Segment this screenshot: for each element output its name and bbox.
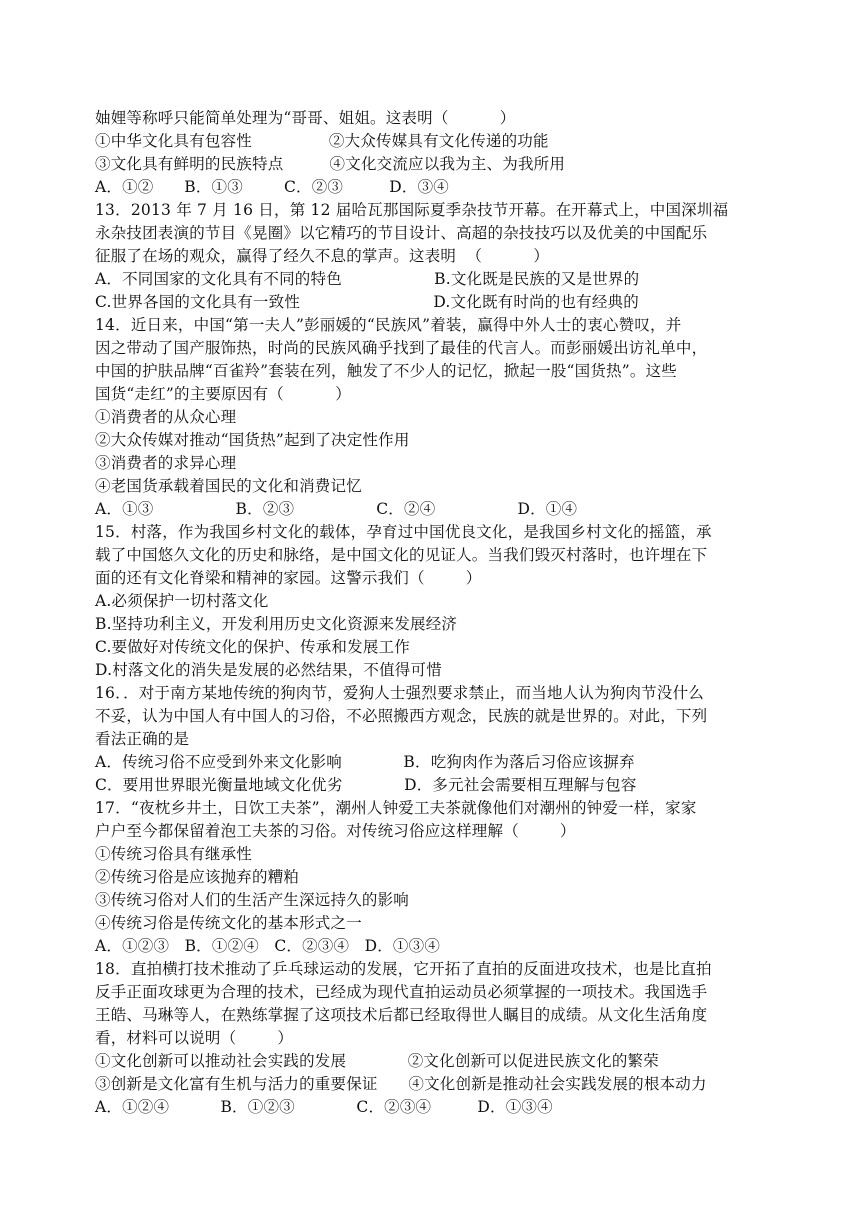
text-line: 中国的护肤品牌“百雀羚”套装在列，触发了不少人的记忆，掀起一股“国货热”。这些: [95, 362, 677, 380]
text-line: ③传统习俗对人们的生活产生深远持久的影响: [95, 891, 410, 909]
text-line: 14．近日来，中国“第一夫人”彭丽媛的“民族风”着装，赢得中外人士的衷心赞叹，并: [95, 316, 682, 334]
text-line: B.坚持功利主义，开发利用历史文化资源来发展经济: [95, 615, 458, 633]
text-line: 15．村落，作为我国乡村文化的载体，孕育过中国优良文化，是我国乡村文化的摇篮，承: [95, 523, 712, 541]
text-line: 王皓、马琳等人，在熟练掌握了这项技术后都已经取得世人瞩目的成绩。从文化生活角度: [95, 1006, 708, 1024]
text-line: C.要做好对传统文化的保护、传承和发展工作: [95, 638, 410, 656]
text-line: A．①②④ B．①②③ C．②③④ D．①③④: [95, 1098, 553, 1116]
text-line: 看法正确的是: [95, 730, 190, 748]
text-line: A．传统习俗不应受到外来文化影响 B．吃狗肉作为落后习俗应该摒弃: [95, 753, 635, 771]
text-line: A．①③ B．②③ C．②④ D．①④: [95, 500, 578, 518]
text-line: ④传统习俗是传统文化的基本形式之一: [95, 914, 362, 932]
text-line: ①消费者的从众心理: [95, 408, 237, 426]
text-line: 永杂技团表演的节目《晃圈》以它精巧的节目设计、高超的杂技技巧以及优美的中国配乐: [95, 224, 708, 242]
text-line: 国货“走红”的主要原因有（ ）: [95, 385, 351, 403]
text-line: 16．．对于南方某地传统的狗肉节，爱狗人士强烈要求禁止，而当地人认为狗肉节没什么: [95, 684, 704, 702]
text-line: 反手正面攻球更为合理的技术，已经成为现代直拍运动员必须掌握的一项技术。我国选手: [95, 983, 708, 1001]
text-line: 面的还有文化脊梁和精神的家园。这警示我们（ ）: [95, 569, 482, 587]
text-line: 18．直拍横打技术推动了乒乓球运动的发展，它开拓了直拍的反面进攻技术，也是比直拍: [95, 960, 712, 978]
text-line: 不妥，认为中国人有中国人的习俗，不必照搬西方观念，民族的就是世界的。对此，下列: [95, 707, 708, 725]
text-line: A．①②③ B．①②④ C．②③④ D．①③④: [95, 937, 441, 955]
text-line: A．①② B．①③ C．②③ D．③④: [95, 178, 449, 196]
text-line: ①传统习俗具有继承性: [95, 845, 253, 863]
text-line: ④老国货承载着国民的文化和消费记忆: [95, 477, 362, 495]
text-line: 妯娌等称呼只能简单处理为“哥哥、姐姐。这表明（ ）: [95, 109, 516, 127]
text-line: 17．“夜枕乡井土，日饮工夫茶”，潮州人钟爱工夫茶就像他们对潮州的钟爱一样，家家: [95, 799, 697, 817]
text-line: 13．2013 年 7 月 16 日，第 12 届哈瓦那国际夏季杂技节开幕。在开幕式上，中国深圳福: [95, 201, 729, 219]
text-line: ①中华文化具有包容性 ②大众传媒具有文化传递的功能: [95, 132, 549, 150]
text-line: 户户至今都保留着泡工夫茶的习俗。对传统习俗应这样理解（ ）: [95, 822, 576, 840]
text-line: ③文化具有鲜明的民族特点 ④文化交流应以我为主、为我所用: [95, 155, 566, 173]
text-line: ①文化创新可以推动社会实践的发展 ②文化创新可以促进民族文化的繁荣: [95, 1052, 659, 1070]
text-line: ③消费者的求异心理: [95, 454, 237, 472]
text-line: D.村落文化的消失是发展的必然结果，不值得可惜: [95, 661, 442, 679]
text-line: 因之带动了国产服饰热，时尚的民族风确乎找到了最佳的代言人。而彭丽媛出访礼单中，: [95, 339, 708, 357]
text-line: 看，材料可以说明（ ）: [95, 1029, 294, 1047]
text-line: C．要用世界眼光衡量地域文化优劣 D．多元社会需要相互理解与包容: [95, 776, 637, 794]
text-line: A．不同国家的文化具有不同的特色 B.文化既是民族的又是世界的: [95, 270, 640, 288]
text-line: ②传统习俗是应该抛弃的糟粕: [95, 868, 300, 886]
text-line: A.必须保护一切村落文化: [95, 592, 269, 610]
text-line: ③创新是文化富有生机与活力的重要保证 ④文化创新是推动社会实践发展的根本动力: [95, 1075, 707, 1093]
text-line: C.世界各国的文化具有一致性 D.文化既有时尚的也有经典的: [95, 293, 639, 311]
text-line: 载了中国悠久文化的历史和脉络，是中国文化的见证人。当我们毁灭村落时，也许埋在下: [95, 546, 708, 564]
text-line: 征服了在场的观众，赢得了经久不息的掌声。这表明 （ ）: [95, 247, 550, 265]
text-line: ②大众传媒对推动“国货热”起到了决定性作用: [95, 431, 410, 449]
